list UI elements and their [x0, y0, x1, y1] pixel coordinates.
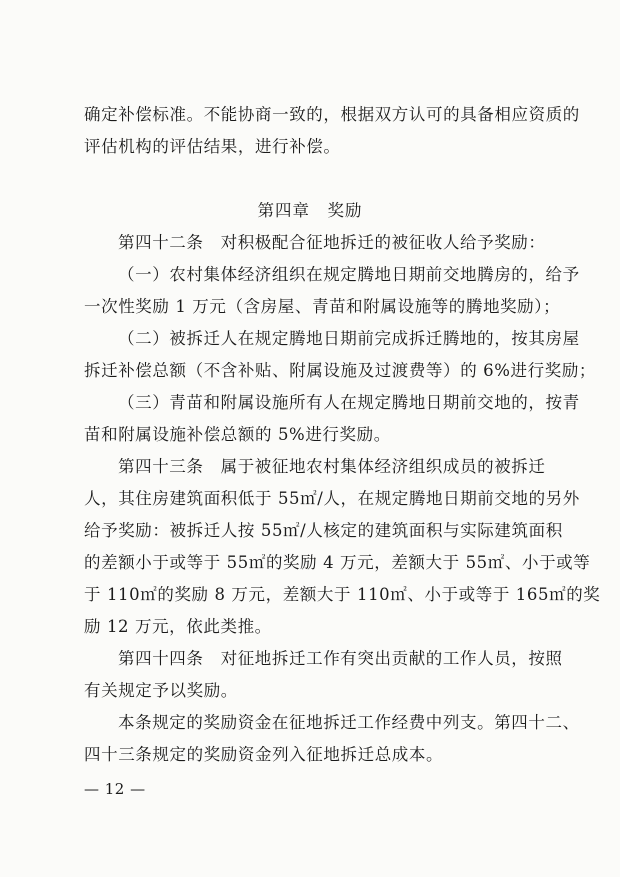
text-line: 苗和附属设施补偿总额的 5%进行奖励。	[84, 425, 391, 444]
text-line: 于 110㎡的奖励 8 万元，差额大于 110㎡、小于或等于 165㎡的奖	[84, 585, 601, 604]
text-line: 评估机构的评估结果，进行补偿。	[84, 137, 341, 156]
text-line: 给予奖励：被拆迁人按 55㎡/人核定的建筑面积与实际建筑面积	[84, 521, 563, 540]
article-43-heading: 第四十三条 属于被征地农村集体经济组织成员的被拆迁	[118, 457, 546, 476]
text-line: 拆迁补偿总额（不含补贴、附属设施及过渡费等）的 6%进行奖励；	[84, 361, 597, 380]
article-42-heading: 第四十二条 对积极配合征地拆迁的被征收人给予奖励：	[118, 233, 546, 252]
chapter-heading: 第四章 奖励	[257, 201, 363, 220]
page-number: — 12 —	[84, 780, 146, 798]
text-line: （二）被拆迁人在规定腾地日期前完成拆迁腾地的，按其房屋	[118, 329, 580, 348]
text-line: 四十三条规定的奖励资金列入征地拆迁总成本。	[84, 745, 444, 764]
text-line: 人，其住房建筑面积低于 55㎡/人，在规定腾地日期前交地的另外	[84, 489, 580, 508]
text-line: 一次性奖励 1 万元（含房屋、青苗和附属设施等的腾地奖励）；	[84, 297, 561, 316]
text-line: 的差额小于或等于 55㎡的奖励 4 万元，差额大于 55㎡、小于或等	[84, 553, 591, 572]
article-44-heading: 第四十四条 对征地拆迁工作有突出贡献的工作人员，按照	[118, 649, 563, 668]
text-line: （一）农村集体经济组织在规定腾地日期前交地腾房的，给予	[118, 265, 580, 284]
text-line: （三）青苗和附属设施所有人在规定腾地日期前交地的，按青	[118, 393, 580, 412]
text-line: 有关规定予以奖励。	[84, 681, 238, 700]
text-line: 本条规定的奖励资金在征地拆迁工作经费中列支。第四十二、	[118, 713, 580, 732]
text-line: 确定补偿标准。不能协商一致的，根据双方认可的具备相应资质的	[84, 105, 580, 124]
text-line: 励 12 万元，依此类推。	[84, 617, 272, 636]
